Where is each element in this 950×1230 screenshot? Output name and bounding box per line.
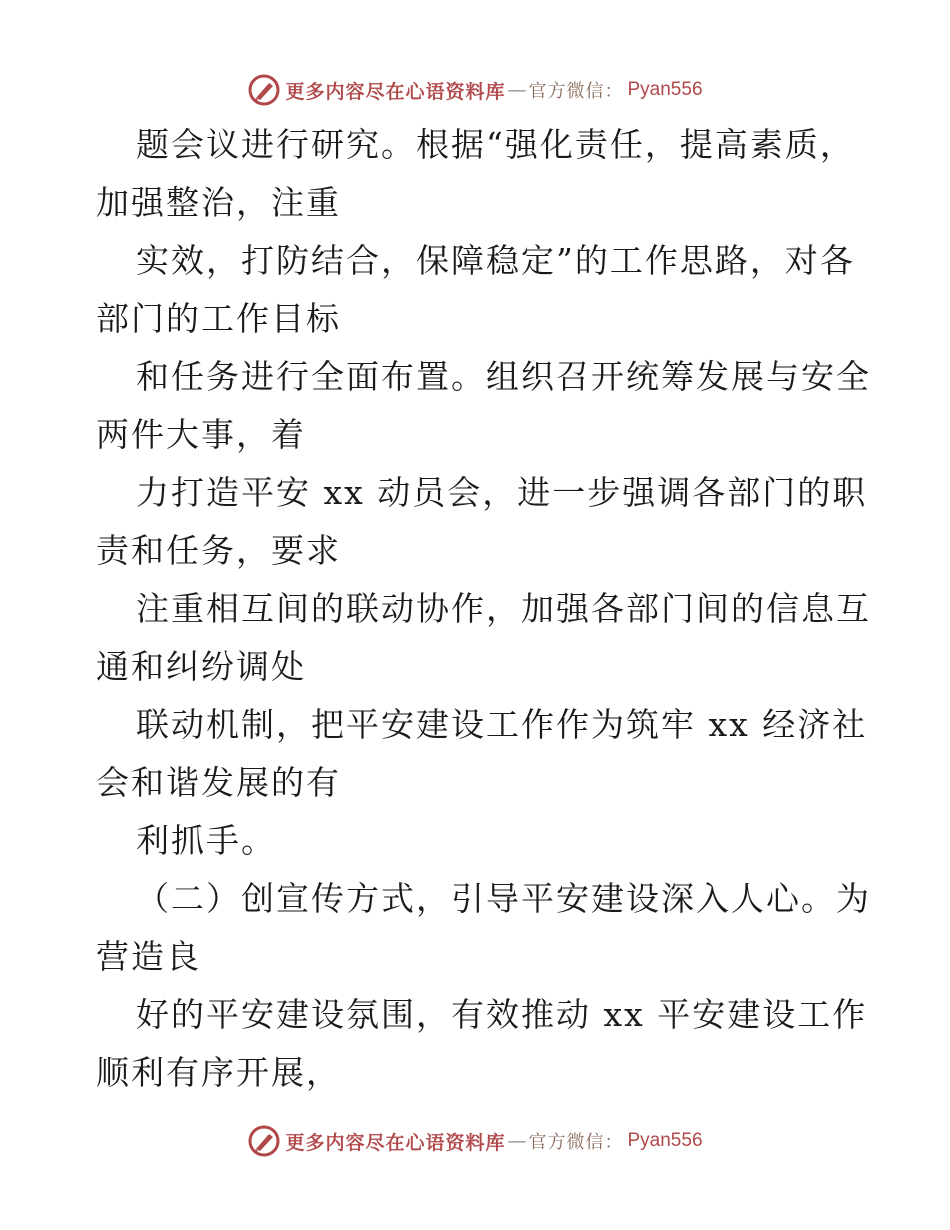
watermark-wechat-id: Pyan556 <box>627 1130 703 1151</box>
body-line: 顺利有序开展， <box>96 1053 341 1092</box>
watermark-site-text: 更多内容尽在心语资料库 <box>285 80 506 103</box>
body-line: 加强整治，注重 <box>96 183 341 222</box>
body-line: 题会议进行研究。根据“强化责任，提高素质， <box>136 125 855 164</box>
body-line: 两件大事，着 <box>96 415 306 454</box>
watermark-separator: — <box>507 1130 527 1152</box>
body-line: 和任务进行全面布置。组织召开统筹发展与安全 <box>136 357 871 396</box>
body-line: 好的平安建设氛围，有效推动 xx 平安建设工作 <box>136 995 868 1034</box>
body-line: 注重相互间的联动协作，加强各部门间的信息互 <box>136 589 871 628</box>
footer-watermark <box>0 1121 950 1161</box>
header-watermark <box>0 70 950 110</box>
body-line: 联动机制，把平安建设工作作为筑牢 xx 经济社 <box>136 705 868 744</box>
body-line: 力打造平安 xx 动员会，进一步强调各部门的职 <box>136 473 868 512</box>
watermark-wechat-id: Pyan556 <box>627 79 703 100</box>
body-line: 会和谐发展的有 <box>96 763 341 802</box>
body-line: 部门的工作目标 <box>96 299 341 338</box>
body-line: （二）创宣传方式，引导平安建设深入人心。为 <box>136 879 871 918</box>
watermark-separator: — <box>507 79 527 101</box>
watermark-site-text: 更多内容尽在心语资料库 <box>285 1131 506 1154</box>
body-line: 营造良 <box>96 937 201 976</box>
pen-logo-icon <box>247 73 281 107</box>
pen-logo-icon <box>247 1124 281 1158</box>
body-line: 利抓手。 <box>136 821 276 860</box>
body-line: 通和纠纷调处 <box>96 647 306 686</box>
watermark-wechat-label: 官方微信： <box>528 1132 624 1153</box>
watermark-wechat-label: 官方微信： <box>528 81 624 102</box>
body-line: 责和任务，要求 <box>96 531 341 570</box>
body-line: 实效，打防结合，保障稳定”的工作思路，对各 <box>136 241 855 280</box>
document-body <box>96 116 871 1102</box>
